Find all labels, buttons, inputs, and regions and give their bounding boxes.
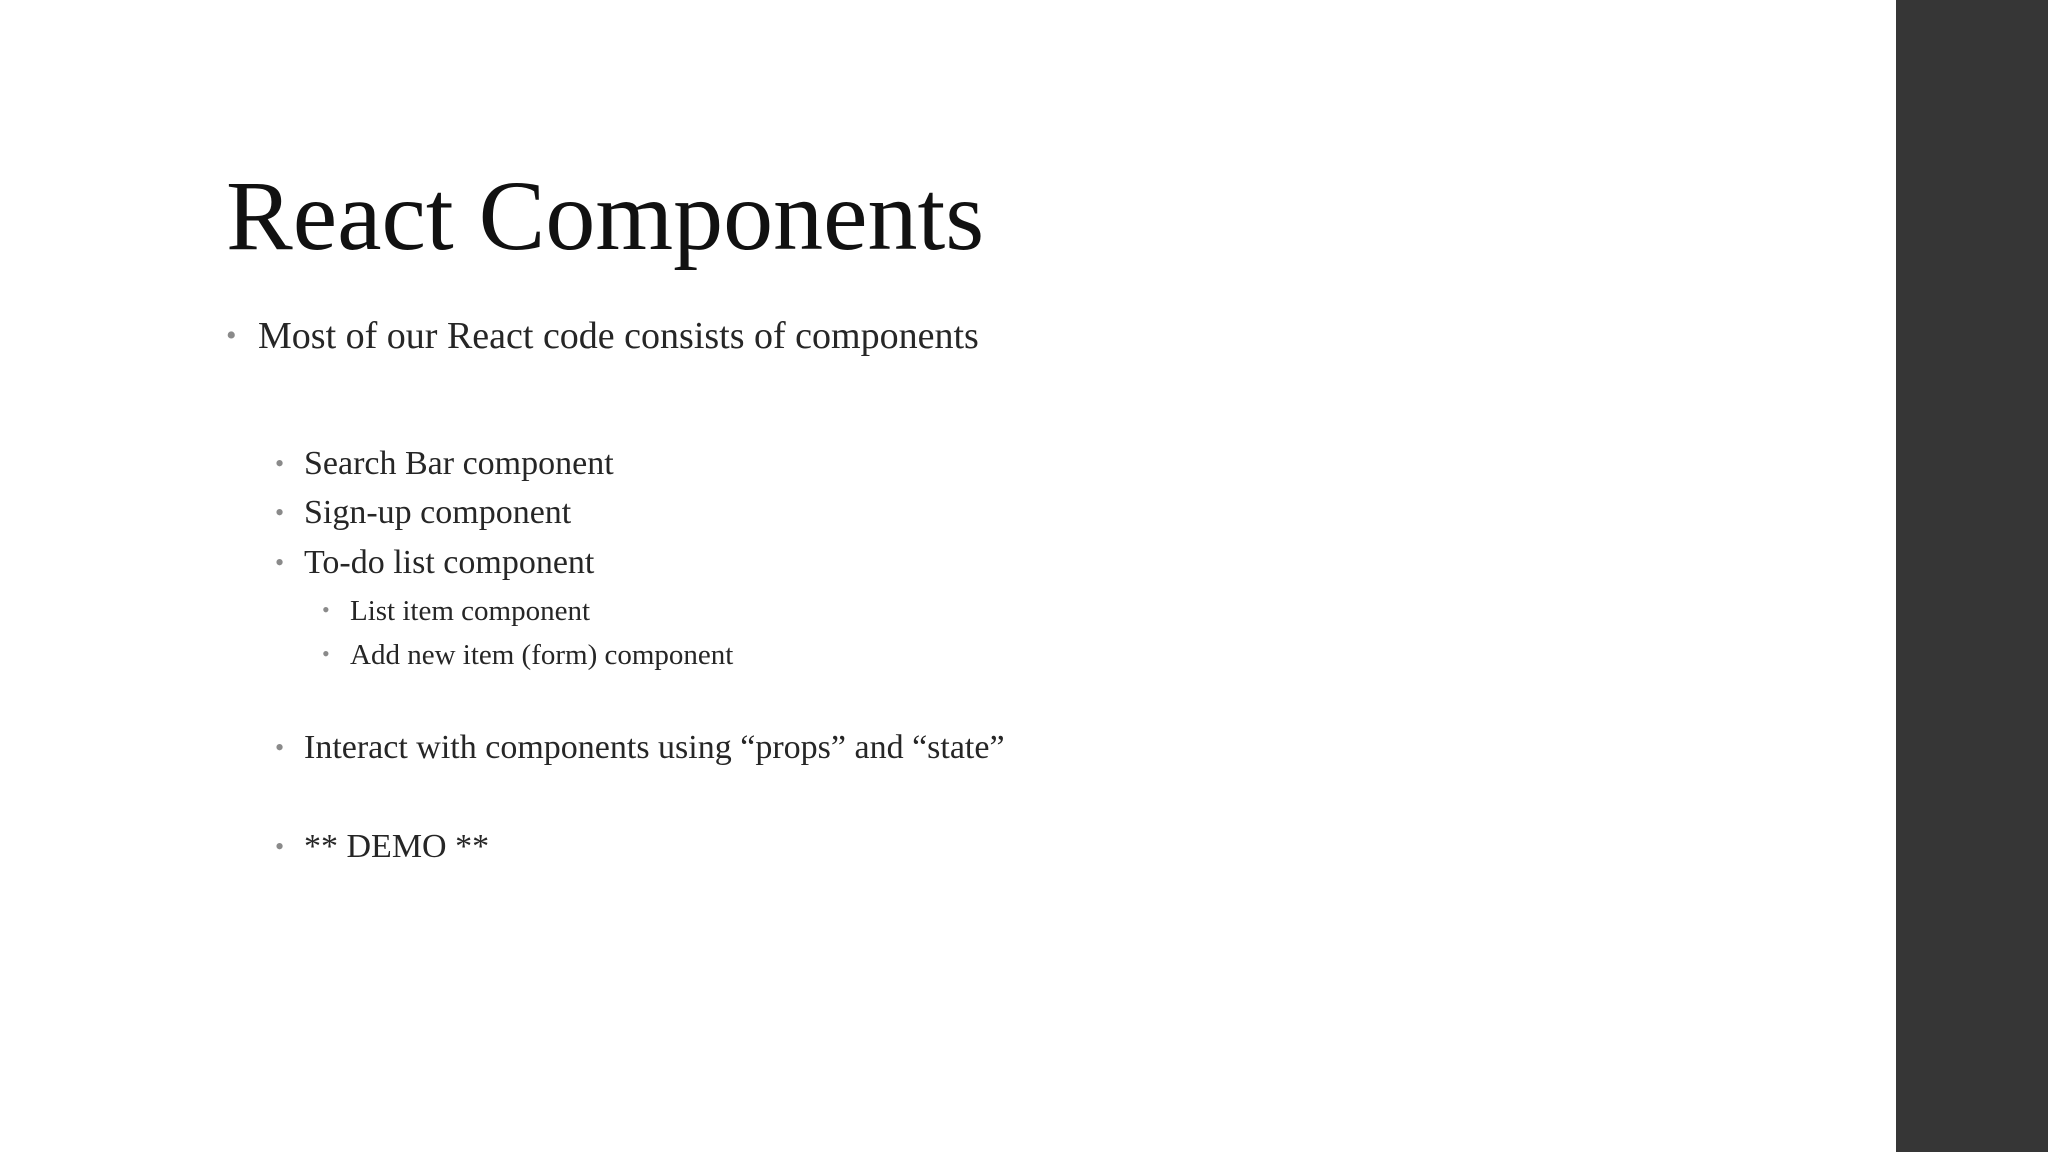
bullet-text: Search Bar component — [304, 445, 614, 482]
bullet-text: Sign-up component — [304, 494, 572, 531]
bullet-item — [275, 493, 572, 534]
bullet-text: Most of our React code consists of components — [258, 315, 979, 357]
bullet-dot-icon: • — [322, 597, 330, 622]
bullet-dot-icon: • — [275, 548, 285, 577]
bullet-dot-icon: • — [275, 449, 285, 478]
bullet-item — [226, 314, 979, 360]
bullet-text: ** DEMO ** — [304, 828, 490, 865]
bullet-item — [275, 444, 614, 485]
bullet-text: List item component — [350, 595, 591, 627]
bullet-item — [275, 728, 1005, 769]
bullet-item — [322, 594, 591, 629]
bullet-text: Interact with components using “props” and “state” — [304, 729, 1005, 766]
bullet-text: To-do list component — [304, 544, 595, 581]
slide-title: React Components — [226, 160, 985, 271]
bullet-text: Add new item (form) component — [350, 639, 734, 671]
side-bar — [1896, 0, 2048, 1152]
bullet-dot-icon: • — [226, 319, 237, 352]
bullet-dot-icon: • — [275, 733, 285, 762]
bullet-item — [275, 543, 595, 584]
bullet-item — [275, 827, 490, 868]
bullet-dot-icon: • — [322, 641, 330, 666]
bullet-dot-icon: • — [275, 498, 285, 527]
bullet-dot-icon: • — [275, 832, 285, 861]
bullet-item — [322, 638, 734, 673]
